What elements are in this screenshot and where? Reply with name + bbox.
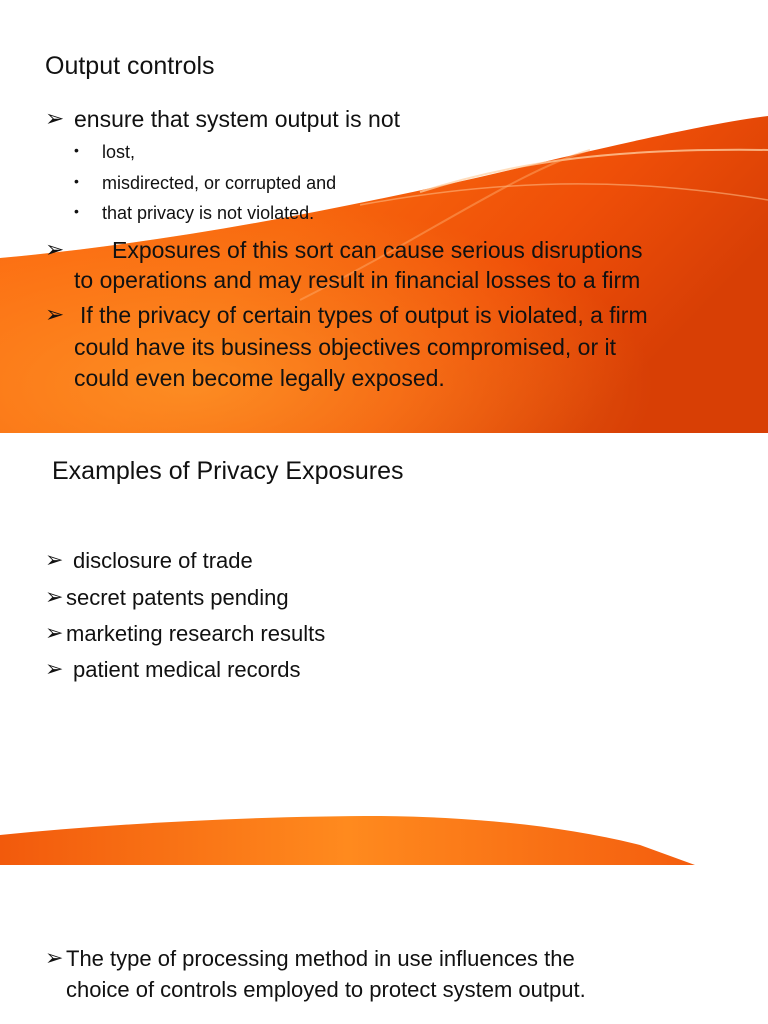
bullet-arrow-icon: ➢ (45, 946, 64, 971)
bullet-arrow-icon: ➢ (45, 621, 64, 646)
intro-text: ensure that system output is not (74, 106, 401, 132)
list-item: secret patents pending (66, 585, 289, 610)
bullet-arrow-icon: ➢ (45, 585, 64, 610)
bullet-dot-icon: • (74, 142, 79, 158)
orange-swoosh-band (0, 433, 768, 869)
sub-item: misdirected, or corrupted and (102, 173, 337, 193)
bullet-arrow-icon: ➢ (45, 237, 65, 263)
bullet-dot-icon: • (74, 203, 79, 219)
paragraph-line: could have its business objectives compromised, or it (74, 334, 617, 360)
bullet-arrow-icon: ➢ (45, 548, 64, 573)
paragraph-line: The type of processing method in use influences the (66, 946, 575, 971)
sub-item: that privacy is not violated. (102, 203, 315, 223)
slide-privacy-exposures (0, 433, 768, 869)
bullet-arrow-icon: ➢ (45, 657, 64, 682)
list-item: patient medical records (73, 657, 301, 682)
bullet-dot-icon: • (74, 173, 79, 189)
section-title: Examples of Privacy Exposures (52, 457, 404, 485)
page-title: Output controls (45, 52, 215, 80)
paragraph-line: If the privacy of certain types of output is violated, a firm (80, 302, 648, 328)
slide-output-controls (0, 0, 768, 433)
paragraph-line: Exposures of this sort can cause serious disruptions (112, 237, 643, 263)
list-item: marketing research results (66, 621, 326, 646)
paragraph-line: could even become legally exposed. (74, 365, 445, 391)
paragraph-line: choice of controls employed to protect system output. (66, 977, 586, 1002)
bullet-arrow-icon: ➢ (45, 106, 65, 132)
sub-item: lost, (102, 142, 136, 162)
slide-processing-method (0, 869, 768, 1024)
bullet-arrow-icon: ➢ (45, 302, 65, 328)
list-item: disclosure of trade (73, 548, 253, 573)
paragraph-line: to operations and may result in financial losses to a firm (74, 267, 641, 293)
